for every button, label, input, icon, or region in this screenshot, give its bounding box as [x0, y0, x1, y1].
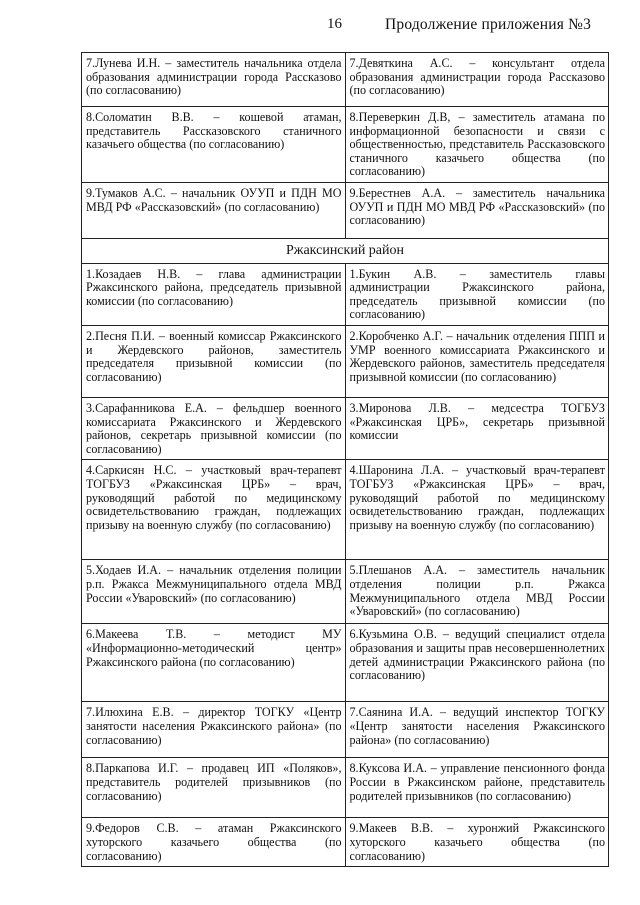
table-cell-main: 7.Илюхина Е.В. – директор ТОГКУ «Центр занятости населения Ржаксинского района» (по согласованию) [82, 702, 346, 758]
table-cell-reserve: 4.Шаронина Л.А. – участковый врач-терапевт ТОГБУЗ «Ржаксинская ЦРБ» – врач, руководящий работой по медицинскому освидетельствованию граждан, подлежащих призыву на военную службу (по согласованию) [345, 460, 609, 560]
table-cell-main: 2.Песня П.И. – военный комиссар Ржаксинского и Жердевского районов, заместитель председателя призывной комиссии (по согласованию) [82, 325, 346, 397]
table-cell-reserve: 9.Макеев В.В. – хуронжий Ржаксинского хуторского казачьего общества (по согласованию) [345, 818, 609, 867]
table-cell-main: 1.Козадаев Н.В. – глава администрации Ржаксинского района, председатель призывной комиссии (по согласованию) [82, 263, 346, 325]
table-cell-reserve: 8.Куксова И.А. – управление пенсионного фонда России в Ржаксинском районе, представитель родителей призывников (по согласованию) [345, 758, 609, 818]
table-row [82, 325, 609, 397]
section-title: Ржаксинский район [82, 239, 609, 264]
table-row [82, 263, 609, 325]
table-row [82, 758, 609, 818]
table-cell-main: 3.Сарафанникова Е.А. – фельдшер военного комиссариата Ржаксинского и Жердевского районов, секретарь призывной комиссии (по согласованию) [82, 397, 346, 459]
commission-table [81, 52, 609, 867]
table-cell-reserve: 6.Кузьмина О.В. – ведущий специалист отдела образования и защиты прав несовершеннолетних детей администрации Ржаксинского района (по согласованию) [345, 624, 609, 702]
table-cell-main: 9.Федоров С.В. – атаман Ржаксинского хуторского казачьего общества (по согласованию) [82, 818, 346, 867]
page-number: 16 [327, 16, 342, 32]
table-cell-reserve: 7.Саянина И.А. – ведущий инспектор ТОГКУ «Центр занятости населения Ржаксинского района» (по согласованию) [345, 702, 609, 758]
table-cell-reserve: 3.Миронова Л.В. – медсестра ТОГБУЗ «Ржаксинская ЦРБ», секретарь призывной комиссии [345, 397, 609, 459]
table-cell-main: 5.Ходаев И.А. – начальник отделения полиции р.п. Ржакса Межмуниципального отдела МВД России «Уваровский» (по согласованию) [82, 560, 346, 624]
table-cell-reserve: 9.Берестнев А.А. – заместитель начальника ОУУП и ПДН МО МВД РФ «Рассказовский» (по согласованию) [345, 183, 609, 239]
page-header-title: Продолжение приложения №3 [385, 16, 592, 33]
table-row [82, 397, 609, 459]
table-cell-main: 6.Макеева Т.В. – методист МУ «Информационно-методический центр» Ржаксинского района (по согласованию) [82, 624, 346, 702]
table-row [82, 560, 609, 624]
table-cell-main: 7.Лунева И.Н. – заместитель начальника отдела образования администрации города Рассказово (по согласованию) [82, 53, 346, 107]
table-cell-reserve: 7.Девяткина А.С. – консультант отдела образования администрации города Рассказово (по согласованию) [345, 53, 609, 107]
table-row [82, 624, 609, 702]
table-row [82, 107, 609, 183]
table-cell-reserve: 8.Переверкин Д.В, – заместитель атамана по информационной безопасности и связи с общественностью, представитель Рассказовского станичного казачьего общества (по согласованию) [345, 107, 609, 183]
table-cell-main: 9.Тумаков А.С. – начальник ОУУП и ПДН МО МВД РФ «Рассказовский» (по согласованию) [82, 183, 346, 239]
table-row [82, 53, 609, 107]
section-header-row [82, 239, 609, 264]
table-row [82, 702, 609, 758]
table-cell-main: 8.Соломатин В.В. – кошевой атаман, представитель Рассказовского станичного казачьего общества (по согласованию) [82, 107, 346, 183]
table-cell-main: 4.Саркисян Н.С. – участковый врач-терапевт ТОГБУЗ «Ржаксинская ЦРБ» – врач, руководящий работой по медицинскому освидетельствованию граждан, подлежащих призыву на военную службу (по согласованию) [82, 460, 346, 560]
table-cell-reserve: 5.Плешанов А.А. – заместитель начальник отделения полиции р.п. Ржакса Межмуниципального отдела МВД России «Уваровский» (по согласованию) [345, 560, 609, 624]
table-row [82, 183, 609, 239]
table-cell-reserve: 2.Коробченко А.Г. – начальник отделения ППП и УМР военного комиссариата Ржаксинского и Жердевского районов, заместитель председателя призывной комиссии (по согласованию) [345, 325, 609, 397]
table-cell-reserve: 1.Букин А.В. – заместитель главы администрации Ржаксинского района, председатель призывной комиссии (по согласованию) [345, 263, 609, 325]
table-cell-main: 8.Паркапова И.Г. – продавец ИП «Поляков», представитель родителей призывников (по согласованию) [82, 758, 346, 818]
table-row [82, 460, 609, 560]
table-row [82, 818, 609, 867]
